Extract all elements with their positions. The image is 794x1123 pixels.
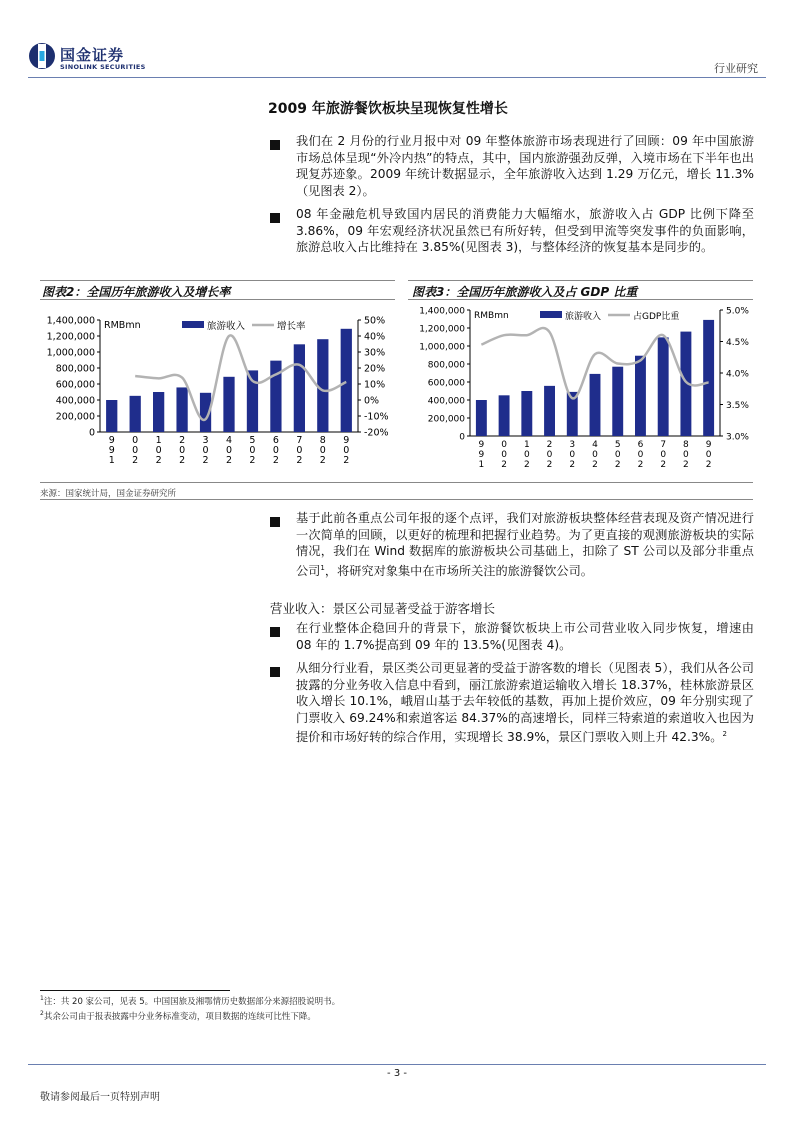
paragraph-5: 从细分行业看，景区类公司更显著的受益于游客数的增长（见图表 5），我们从各公司披露的分业务收入信息中看到，丽江旅游索道运输收入增长 18.37%，桂林旅游景区收入增长 10.1%，峨眉山基于去年较低的基数，再加上提价效应，09 年分别实现了门票收入 69.24%和索道客运 84.37%的高速增长，同样三特索道的索道收入也因为提价和市场好转的综合作用，实现增长 38.9%，景区门票收入则上升 42.3%。$^2$ [296,661,754,745]
x-tick-label-char: 1 [523,440,530,450]
bar-2004 [223,377,234,432]
page-number: - 3 - [387,1068,407,1079]
x-tick-label-char: 0 [705,450,712,460]
y-tick-label-left: 0 [459,432,465,443]
footer-divider [28,1064,766,1065]
x-tick-label-char: 1 [108,455,115,466]
x-tick-label-char: 2 [705,460,712,470]
x-tick-label-char: 9 [343,435,350,446]
x-tick-label-char: 9 [108,435,115,446]
x-tick-label-char: 2 [343,455,350,466]
paragraph-3: 基于此前各重点公司年报的逐个点评，我们对旅游板块整体经营表现及资产情况进行一次简单的回顾，以更好的梳理和把握行业趋势。为了更直接的观测旅游板块的实际情况，我们在 Wind 数据库的旅游板块公司基础上，扣除了 ST 公司以及部分非重点公司$^1$，将研究对象集中在市场所关注的旅游餐饮公司。 [296,511,754,578]
bar-2005 [612,367,623,436]
x-tick-label-char: 2 [272,455,279,466]
y-tick-label-left: 200,000 [427,414,465,425]
y-tick-label-right: -20% [364,427,389,439]
series-line-增长率 [135,335,346,420]
x-tick-label-char: 0 [249,445,256,456]
header-divider [28,77,766,78]
bar-2007 [294,344,305,432]
x-tick-label-char: 0 [614,450,621,460]
figure-2-title: 图表2：全国历年旅游收入及增长率 [42,285,231,299]
y-tick-label-left: 600,000 [55,379,95,391]
paragraph-2: 08 年金融危机导致国内居民的消费能力大幅缩水，旅游收入占 GDP 比例下降至 3.86%，09 年宏观经济状况虽然已有所好转，但受到甲流等突发事件的负面影响，旅游总收入占比维持在 3.85%(见图表 3)，与整体经济的恢复基本是同步的。 [296,207,754,254]
y-tick-label-left: 600,000 [427,378,465,389]
bar-2004 [590,374,601,436]
y-tick-label-left: 1,200,000 [46,331,95,343]
x-tick-label-char: 0 [501,450,507,460]
x-tick-label-char: 7 [660,440,667,450]
x-tick-label-char: 8 [683,440,689,450]
x-tick-label-char: 2 [225,455,233,466]
y-tick-label-left: 1,400,000 [46,315,95,327]
x-tick-label-char: 2 [660,460,667,470]
x-tick-label-char: 2 [569,460,576,470]
bullet-marker [270,627,280,637]
x-tick-label-char: 0 [683,450,689,460]
footnote-ref-2[interactable]: 2 [722,730,727,738]
x-tick-label-char: 0 [132,435,139,446]
y-tick-label-right: 30% [364,347,386,359]
x-tick-label-char: 1 [478,460,485,470]
y-tick-label-left: 1,200,000 [419,324,465,335]
unit-label: RMBmn [104,320,141,331]
x-tick-label-char: 2 [592,460,598,470]
y-tick-label-left: 200,000 [55,411,95,423]
footnote-1: $^1$注：共 20 家公司，见表 5。中国国旅及湘鄂情历史数据部分来源招股说明书。 [40,995,341,1007]
y-tick-label-right: -10% [364,411,389,423]
x-tick-label-char: 0 [296,445,303,456]
y-tick-label-right: 50% [364,315,386,327]
y-tick-label-right: 3.5% [726,401,749,411]
x-tick-label-char: 4 [592,440,598,450]
legend-line-label: 占GDP比重 [633,312,680,322]
y-tick-label-left: 800,000 [55,363,95,375]
y-tick-label-right: 4.0% [726,369,749,380]
bar-1999 [106,400,117,432]
x-tick-label-char: 2 [132,455,139,466]
figure-2-chart [40,302,395,482]
y-tick-label-left: 400,000 [427,396,465,407]
x-tick-label-char: 0 [523,450,530,460]
x-tick-label-char: 0 [637,450,644,460]
bar-2009 [341,329,352,432]
logo-chinese-name: 国金证券 [60,46,125,64]
y-tick-label-right: 10% [364,379,386,391]
x-tick-label-char: 0 [155,445,162,456]
bullet-marker [270,517,280,527]
paragraph-4: 在行业整体企稳回升的背景下，旅游餐饮板块上市公司营业收入同步恢复，增速由 08 年的 1.7%提高到 09 年的 13.5%(见图表 4)。 [296,621,754,652]
y-tick-label-left: 400,000 [55,395,95,407]
legend-bar-swatch [182,321,204,328]
figure-3-title: 图表3：全国历年旅游收入及占 GDP 比重 [412,285,638,299]
y-tick-label-right: 0% [364,395,380,407]
x-tick-label-char: 6 [272,435,279,446]
x-tick-label-char: 2 [179,435,186,446]
logo-english-name: SINOLINK SECURITIES [60,63,146,71]
footnote-divider [40,990,230,991]
bar-2009 [703,320,714,436]
source-rule [40,499,753,500]
figure-title-rule [408,299,753,300]
bullet-marker [270,213,280,223]
bar-2007 [658,337,669,436]
x-tick-label-char: 9 [478,450,485,460]
company-logo-icon [28,42,56,70]
y-tick-label-right: 5.0% [726,306,749,317]
x-tick-label-char: 0 [179,445,186,456]
figure-title-rule [40,299,395,300]
bar-2001 [521,391,532,436]
bar-2001 [153,392,164,432]
x-tick-label-char: 2 [523,460,530,470]
subsection-heading: 营业收入：景区公司显著受益于游客增长 [270,601,496,616]
x-tick-label-char: 3 [202,435,209,446]
y-tick-label-left: 0 [88,427,95,439]
x-tick-label-char: 2 [614,460,621,470]
x-tick-label-char: 2 [155,455,162,466]
x-tick-label-char: 0 [343,445,350,456]
y-tick-label-left: 1,000,000 [46,347,95,359]
paragraph-1: 我们在 2 月份的行业月报中对 09 年整体旅游市场表现进行了回顾：09 年中国旅游市场总体呈现“外冷内热”的特点，其中，国内旅游强劲反弹，入境市场在下半年也出现复苏迹象。2009 年统计数据显示，全年旅游收入达到 1.29 万亿元，增长 11.3%（见图表 2）。 [296,134,754,198]
figure-top-rule [408,280,753,281]
x-tick-label-char: 2 [683,460,689,470]
x-tick-label-char: 6 [637,440,644,450]
x-tick-label-char: 0 [592,450,598,460]
y-tick-label-left: 800,000 [427,360,465,371]
source-note: 来源：国家统计局，国金证券研究所 [40,489,177,499]
y-tick-label-left: 1,000,000 [419,342,465,353]
bar-2008 [317,339,328,432]
x-tick-label-char: 9 [478,440,485,450]
x-tick-label-char: 2 [546,460,553,470]
bullet-marker [270,667,280,677]
x-tick-label-char: 2 [179,455,186,466]
y-tick-label-right: 3.0% [726,432,749,443]
disclaimer-link[interactable]: 敬请参阅最后一页特别声明 [40,1092,160,1103]
footnote-2: $^2$其余公司由于报表披露中分业务标准变动，项目数据的连续可比性下降。 [40,1010,316,1022]
x-tick-label-char: 3 [569,440,576,450]
legend-line-label: 增长率 [277,321,306,332]
x-tick-label-char: 0 [132,445,139,456]
x-tick-label-char: 2 [546,440,553,450]
x-tick-label-char: 5 [249,435,256,446]
x-tick-label-char: 9 [108,445,115,456]
y-tick-label-right: 20% [364,363,386,375]
y-tick-label-right: 4.5% [726,338,749,348]
x-tick-label-char: 5 [614,440,621,450]
bar-2002 [176,387,187,432]
bar-2000 [499,395,510,436]
legend-bar-label: 旅游收入 [207,321,246,332]
x-tick-label-char: 0 [660,450,667,460]
legend-bar-swatch [540,311,562,318]
x-tick-label-char: 2 [202,455,209,466]
x-tick-label-char: 1 [155,435,162,446]
figure-top-rule [40,280,395,281]
x-tick-label-char: 2 [319,455,326,466]
x-tick-label-char: 0 [225,445,233,456]
x-tick-label-char: 4 [225,435,233,446]
y-tick-label-left: 1,400,000 [419,306,465,317]
figure-bottom-rule [40,482,753,483]
bullet-marker [270,140,280,150]
legend-bar-label: 旅游收入 [565,312,602,322]
x-tick-label-char: 7 [296,435,303,446]
x-tick-label-char: 0 [546,450,553,460]
x-tick-label-char: 0 [319,445,326,456]
x-tick-label-char: 0 [202,445,209,456]
x-tick-label-char: 2 [249,455,256,466]
bar-2002 [544,386,555,436]
x-tick-label-char: 0 [569,450,576,460]
x-tick-label-char: 0 [272,445,279,456]
x-tick-label-char: 2 [637,460,644,470]
unit-label: RMBmn [474,311,509,321]
figure-3-chart [408,302,753,482]
x-tick-label-char: 8 [319,435,326,446]
bar-2006 [635,356,646,436]
footnote-ref-1[interactable]: 1 [320,563,325,572]
x-tick-label-char: 0 [501,440,507,450]
y-tick-label-right: 40% [364,331,386,343]
bar-2000 [130,396,141,432]
section-title: 2009 年旅游餐饮板块呈现恢复性增长 [268,101,508,117]
x-tick-label-char: 9 [705,440,712,450]
bar-1999 [476,400,487,436]
report-category: 行业研究 [714,62,758,75]
x-tick-label-char: 2 [296,455,303,466]
x-tick-label-char: 2 [501,460,507,470]
